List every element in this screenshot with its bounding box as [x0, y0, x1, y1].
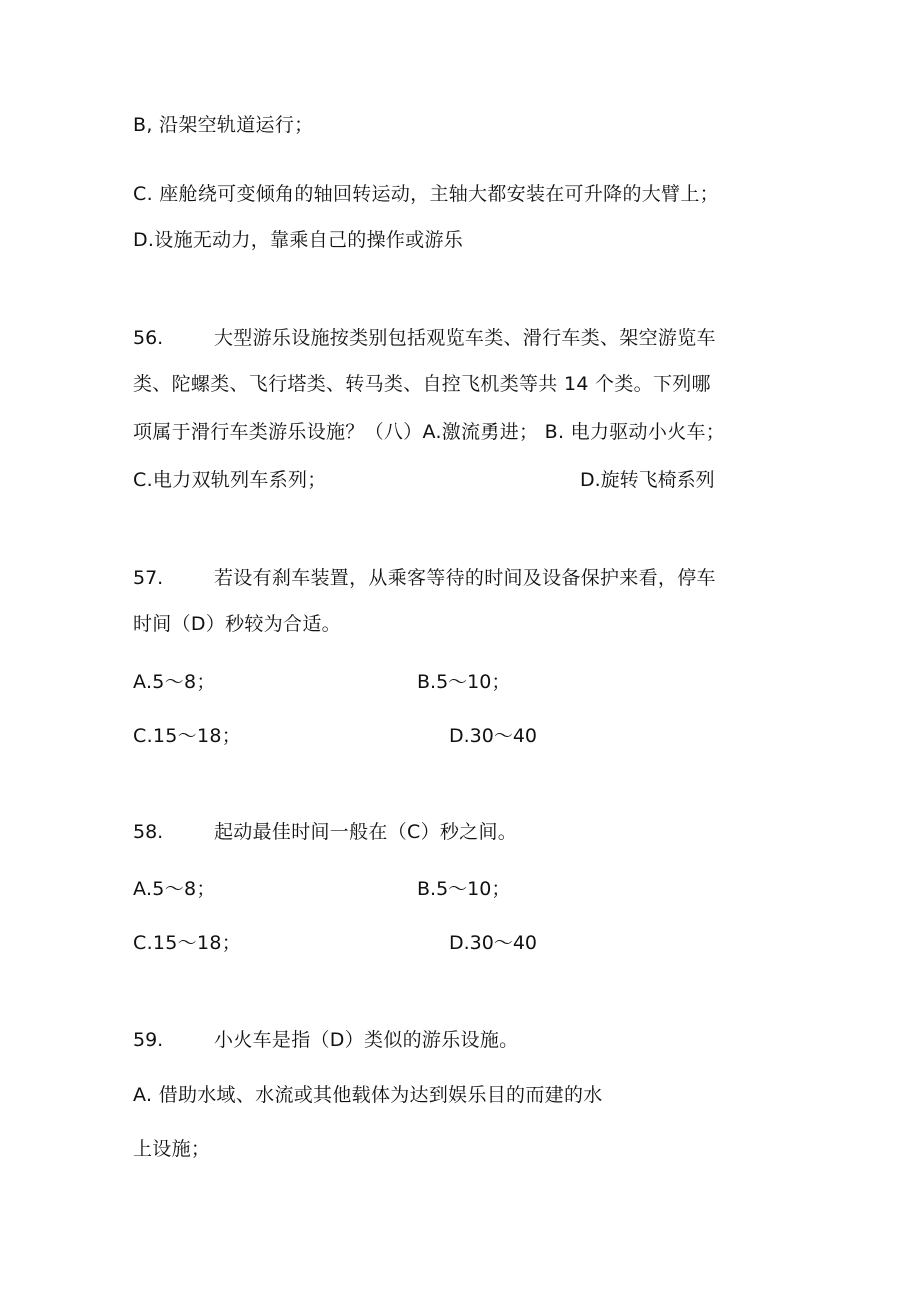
question-56-option-c: C.电力双轨列车系列； — [133, 469, 327, 491]
question-58-line-1: 起动最佳时间一般在（C）秒之间。 — [214, 821, 518, 843]
option-c-text: C. 座舱绕可变倾角的轴回转运动，主轴大都安装在可升降的大臂上； — [133, 183, 719, 205]
option-d-text: D.设施无动力，靠乘自己的操作或游乐 — [133, 229, 464, 251]
question-57-option-c: C.15〜18； — [133, 725, 242, 747]
question-57-line-1: 若设有刹车装置，从乘客等待的时间及设备保护来看，停车 — [214, 567, 716, 589]
question-59-line-1: 小火车是指（D）类似的游乐设施。 — [214, 1029, 519, 1051]
question-58-option-d: D.30〜40 — [449, 932, 538, 954]
question-56-number: 56. — [133, 327, 164, 349]
question-57-option-b: B.5〜10； — [417, 671, 511, 693]
question-58-option-a: A.5〜8； — [133, 878, 216, 900]
question-56-option-d: D.旋转飞椅系列 — [580, 469, 715, 491]
question-56-line-1: 大型游乐设施按类别包括观览车类、滑行车类、架空游览车 — [214, 327, 716, 349]
question-58-option-b: B.5〜10； — [417, 878, 511, 900]
question-57-option-d: D.30〜40 — [449, 725, 538, 747]
question-57-line-2: 时间（D）秒较为合适。 — [133, 613, 341, 635]
option-b-text: B, 沿架空轨道运行； — [133, 114, 314, 136]
question-59-option-a-line-2: 上设施； — [133, 1138, 211, 1160]
question-57-number: 57. — [133, 567, 164, 589]
question-57-option-a: A.5〜8； — [133, 671, 216, 693]
question-59-number: 59. — [133, 1029, 164, 1051]
question-56-line-3: 项属于滑行车类游乐设施？（八）A.激流勇进； B. 电力驱动小火车； — [133, 421, 726, 443]
question-58-option-c: C.15〜18； — [133, 932, 242, 954]
question-59-option-a-line-1: A. 借助水域、水流或其他载体为达到娱乐目的而建的水 — [133, 1084, 603, 1106]
question-58-number: 58. — [133, 821, 164, 843]
question-56-line-2: 类、陀螺类、飞行塔类、转马类、自控飞机类等共 14 个类。下列哪 — [133, 373, 711, 395]
